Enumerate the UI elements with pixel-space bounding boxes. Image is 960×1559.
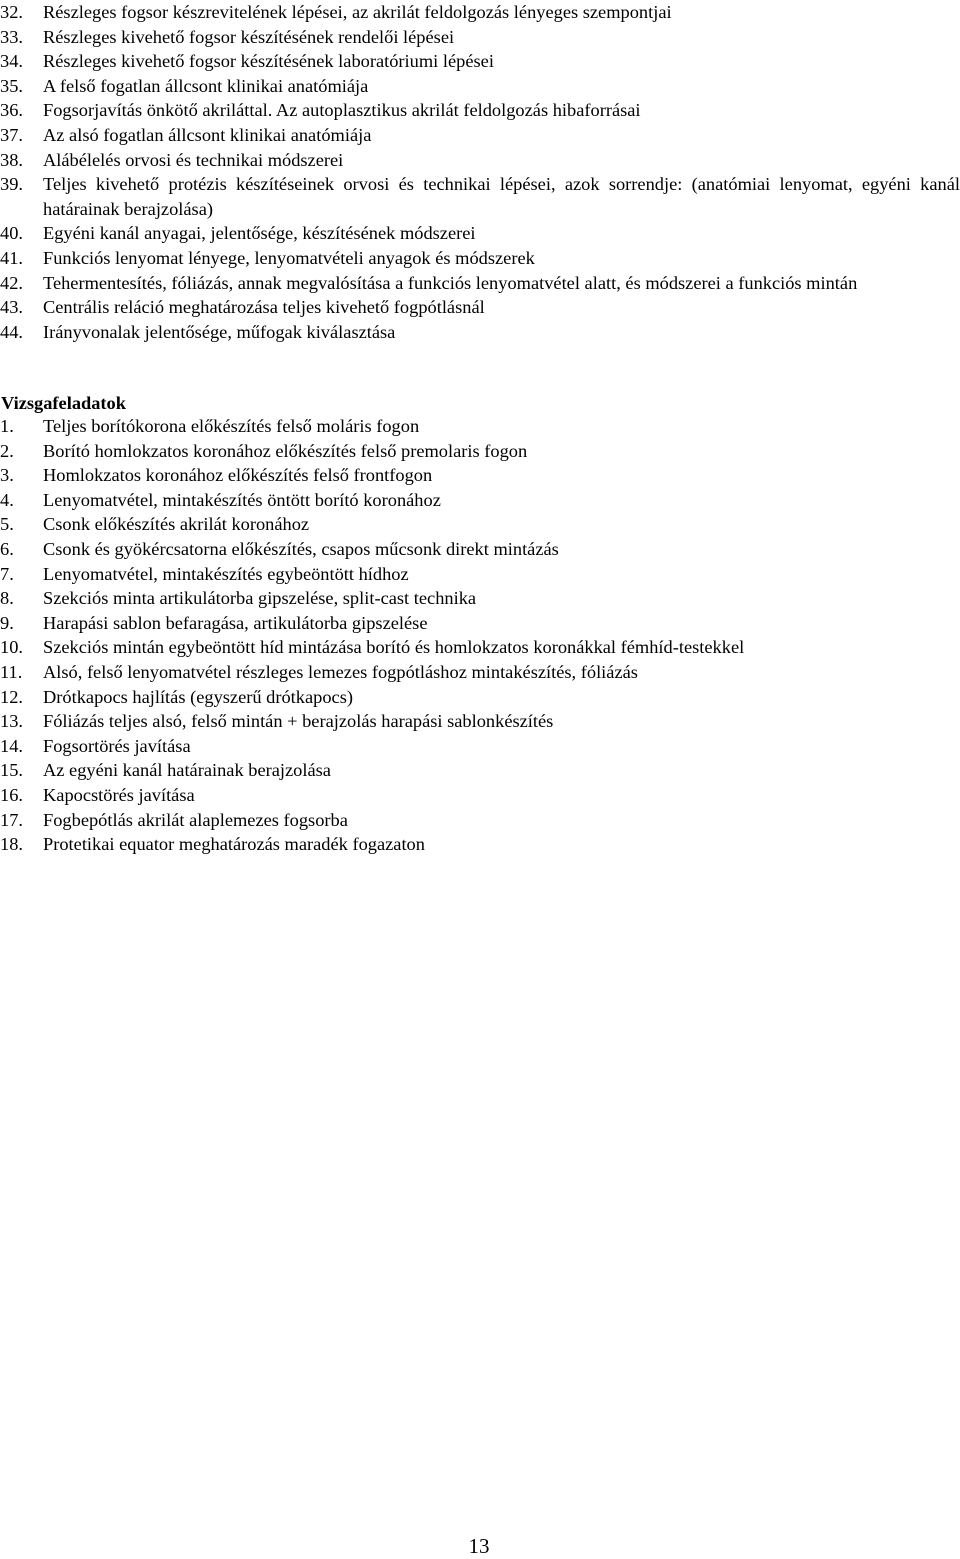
item-number: 43.: [0, 297, 23, 318]
page-number: [0, 1534, 960, 1558]
item-text: Részleges kivehető fogsor készítésének rendelői lépései: [43, 26, 455, 47]
page-number-text: 13: [468, 1534, 490, 1558]
item-number: 17.: [0, 809, 23, 830]
item-number: 33.: [0, 26, 23, 47]
item-text: Teljes kivehető protézis készítéseinek orvosi és technikai lépései, azok sorrendje: (anatómiai lenyomat, egyéni kanál határainak berajzolása): [43, 174, 960, 219]
item-text: Drótkapocs hajlítás (egyszerű drótkapocs): [43, 686, 353, 707]
item-number: 12.: [0, 686, 23, 707]
list-item: [0, 709, 960, 734]
list-item: [0, 660, 960, 685]
item-number: 15.: [0, 760, 23, 781]
item-number: 35.: [0, 75, 23, 96]
list-item: [0, 783, 960, 808]
list-item: [0, 221, 960, 246]
item-text: Funkciós lenyomat lényege, lenyomatvételi anyagok és módszerek: [43, 247, 535, 268]
item-number: 10.: [0, 637, 23, 658]
item-number: 13.: [0, 711, 23, 732]
item-text: Szekciós mintán egybeöntött híd mintázása borító és homlokzatos koronákkal fémhíd-testekkel: [43, 637, 745, 658]
item-number: 37.: [0, 124, 23, 145]
list-item: [0, 512, 960, 537]
item-number: 36.: [0, 100, 23, 121]
list-item: [0, 562, 960, 587]
list-item: [0, 271, 960, 296]
exam-tasks-heading: Vizsgafeladatok: [1, 393, 126, 413]
item-number: 32.: [0, 2, 23, 22]
item-number: 14.: [0, 735, 23, 756]
list-item: [0, 734, 960, 759]
list-item: [0, 611, 960, 636]
item-number: 6.: [0, 538, 14, 559]
item-text: Centrális reláció meghatározása teljes kivehető fogpótlásnál: [43, 297, 485, 318]
item-text: Csonk és gyökércsatorna előkészítés, csapos műcsonk direkt mintázás: [43, 538, 559, 559]
item-number: 34.: [0, 51, 23, 72]
item-text: Teljes borítókorona előkészítés felső moláris fogon: [43, 416, 420, 436]
item-number: 7.: [0, 563, 14, 584]
item-text: Alsó, felső lenyomatvétel részleges lemezes fogpótláshoz mintakészítés, fóliázás: [43, 661, 638, 682]
item-text: Harapási sablon befaragása, artikulátorba gipszelése: [43, 612, 428, 633]
item-text: Az egyéni kanál határainak berajzolása: [43, 760, 331, 781]
list-item: [0, 586, 960, 611]
item-number: 42.: [0, 272, 23, 293]
item-text: Fogbepótlás akrilát alaplemezes fogsorba: [43, 809, 348, 830]
item-text: Az alsó fogatlan állcsont klinikai anatómiája: [43, 124, 372, 145]
item-number: 5.: [0, 514, 14, 535]
item-number: 11.: [0, 661, 23, 682]
item-text: Fogsorjavítás önkötő akriláttal. Az autoplasztikus akrilát feldolgozás hibaforrásai: [43, 100, 641, 121]
list-item: [0, 148, 960, 173]
item-text: Protetikai equator meghatározás maradék fogazaton: [43, 834, 425, 855]
list-item: [0, 439, 960, 464]
topics-list: [0, 0, 960, 344]
item-number: 44.: [0, 321, 23, 342]
item-text: Szekciós minta artikulátorba gipszelése, split-cast technika: [43, 588, 477, 609]
list-item: [0, 246, 960, 271]
item-number: 8.: [0, 588, 14, 609]
item-number: 9.: [0, 612, 14, 633]
item-number: 40.: [0, 223, 23, 244]
list-item: [0, 0, 960, 25]
item-text: Irányvonalak jelentősége, műfogak kiválasztása: [43, 321, 396, 342]
item-text: Egyéni kanál anyagai, jelentősége, készítésének módszerei: [43, 223, 476, 244]
list-item: [0, 98, 960, 123]
item-text: Csonk előkészítés akrilát koronához: [43, 514, 310, 535]
exam-tasks-list: [0, 414, 960, 857]
list-item: [0, 537, 960, 562]
list-item: [0, 758, 960, 783]
list-item: [0, 635, 960, 660]
list-item: [0, 685, 960, 710]
item-text: Részleges kivehető fogsor készítésének laboratóriumi lépései: [43, 51, 494, 72]
list-item: [0, 49, 960, 74]
list-item: [0, 295, 960, 320]
item-number: 39.: [0, 174, 23, 195]
item-text: Alábélelés orvosi és technikai módszerei: [43, 149, 344, 170]
item-text: Homlokzatos koronához előkészítés felső frontfogon: [43, 465, 433, 486]
item-number: 38.: [0, 149, 23, 170]
list-item: [0, 123, 960, 148]
list-item: [0, 832, 960, 857]
item-number: 3.: [0, 465, 14, 486]
list-item: [0, 320, 960, 345]
item-number: 18.: [0, 834, 23, 855]
list-item: [0, 172, 960, 221]
item-text: Részleges fogsor készrevitelének lépései, az akrilát feldolgozás lényeges szempontjai: [43, 2, 672, 22]
item-number: 16.: [0, 784, 23, 805]
list-item: [0, 25, 960, 50]
list-item: [0, 488, 960, 513]
list-item: [0, 74, 960, 99]
item-text: Lenyomatvétel, mintakészítés egybeöntött hídhoz: [43, 563, 409, 584]
item-text: Fóliázás teljes alsó, felső mintán + berajzolás harapási sablonkészítés: [43, 711, 554, 732]
item-number: 1.: [0, 416, 14, 436]
item-text: A felső fogatlan állcsont klinikai anatómiája: [43, 75, 369, 96]
list-item: [0, 463, 960, 488]
item-text: Lenyomatvétel, mintakészítés öntött borító koronához: [43, 489, 441, 510]
item-number: 4.: [0, 489, 14, 510]
list-item: [0, 414, 960, 439]
item-text: Fogsortörés javítása: [43, 735, 191, 756]
item-text: Kapocstörés javítása: [43, 784, 195, 805]
item-number: 41.: [0, 247, 23, 268]
item-number: 2.: [0, 440, 14, 461]
item-text: Tehermentesítés, fóliázás, annak megvalósítása a funkciós lenyomatvétel alatt, és módszerei a funkciós mintán: [43, 272, 858, 293]
list-item: [0, 808, 960, 833]
item-text: Borító homlokzatos koronához előkészítés felső premolaris fogon: [43, 440, 528, 461]
